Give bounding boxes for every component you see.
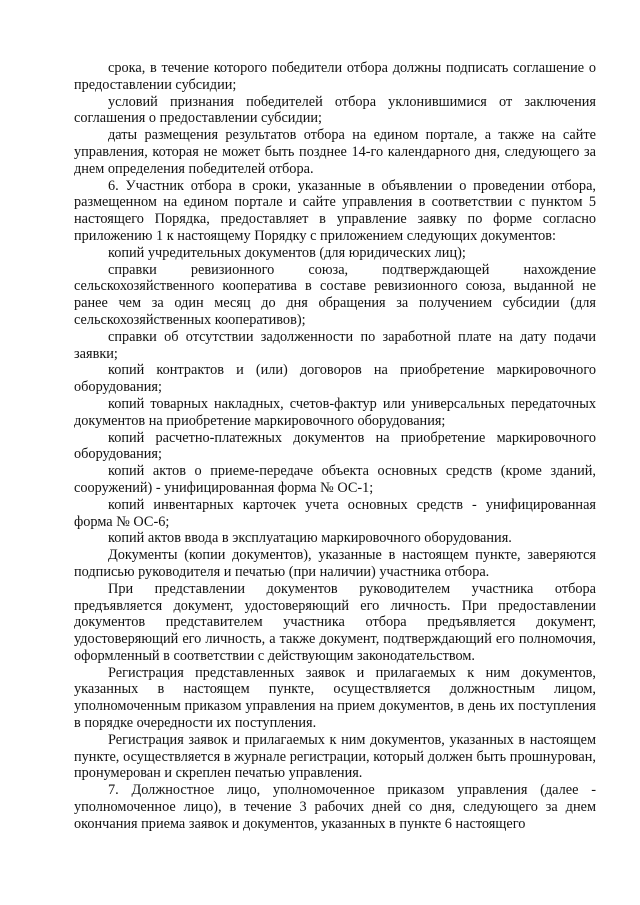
paragraph-os6-cards-copies: копий инвентарных карточек учета основных средств - унифицированная форма № ОС-6; (74, 496, 596, 530)
paragraph-item-7-authorized-person: 7. Должностное лицо, уполномоченное приказом управления (далее - уполномоченное лицо), в течение 3 рабочих дней со дня, следующего за днем окончания приема заявок и документов, указанных в пункте 6 настоящего (74, 782, 596, 832)
paragraph-registration-journal: Регистрация заявок и прилагаемых к ним документов, указанных в настоящем пункте, осуществляется в журнале регистрации, который должен быть прошнурован, пронумерован и скреплен печатью управления. (74, 731, 596, 782)
document-page (74, 60, 596, 833)
paragraph-founding-documents: копий учредительных документов (для юридических лиц); (108, 244, 466, 261)
paragraph-invoices-copies: копий товарных накладных, счетов-фактур или универсальных передаточных документов на приобретение маркировочного оборудования; (74, 395, 596, 429)
paragraph-results-publication-date: даты размещения результатов отбора на едином портале, а также на сайте управления, которая не может быть позднее 14-го календарного дня, следующего за днем определения победителей отбора. (74, 127, 596, 177)
paragraph-registration-official: Регистрация представленных заявок и прилагаемых к ним документов, указанных в настоящем пункте, осуществляется должностным лицом, уполномоченным приказом управления на прием документов, в день их поступления в порядке очередности их поступления. (74, 664, 596, 732)
paragraph-identity-presentation: При представлении документов руководителем участника отбора предъявляется документ, удостоверяющий его личность. При предоставлении документов представителем участника отбора предъявляется документ, удостоверяющий его личность, а также документ, подтверждающий его полномочия, оформленный в соответствии с действующим законодательством. (74, 580, 596, 664)
paragraph-documents-certification: Документы (копии документов), указанные в настоящем пункте, заверяются подписью руководителя и печатью (при наличии) участника отбора. (74, 547, 596, 580)
paragraph-subsidy-agreement-term: срока, в течение которого победители отбора должны подписать соглашение о предоставлении субсидии; (74, 60, 596, 93)
paragraph-contracts-copies: копий контрактов и (или) договоров на приобретение маркировочного оборудования; (74, 362, 596, 396)
paragraph-payment-documents-copies: копий расчетно-платежных документов на приобретение маркировочного оборудования; (74, 429, 596, 463)
paragraph-commissioning-acts-copies: копий актов ввода в эксплуатацию маркировочного оборудования. (108, 530, 512, 547)
paragraph-no-wage-arrears-certificate: справки об отсутствии задолженности по заработной плате на дату подачи заявки; (74, 328, 596, 362)
paragraph-evasion-conditions: условий признания победителей отбора уклонившимися от заключения соглашения о предоставлении субсидии; (74, 93, 596, 127)
paragraph-os1-acts-copies: копий актов о приеме-передаче объекта основных средств (кроме зданий, сооружений) - унифицированная форма № ОС-1; (74, 463, 596, 496)
paragraph-item-6-application: 6. Участник отбора в сроки, указанные в объявлении о проведении отбора, размещенном на едином портале и сайте управления в соответствии с пунктом 5 настоящего Порядка, предоставляет в управление заявку по форме согласно приложению 1 к настоящему Порядку с приложением следующих документов: (74, 177, 596, 244)
paragraph-audit-union-certificate: справки ревизионного союза, подтверждающей нахождение сельскохозяйственного кооператива в составе ревизионного союза, выданной не ранее чем за один месяц до дня обращения за получением субсидии (для сельскохозяйственных кооперативов); (74, 261, 596, 328)
